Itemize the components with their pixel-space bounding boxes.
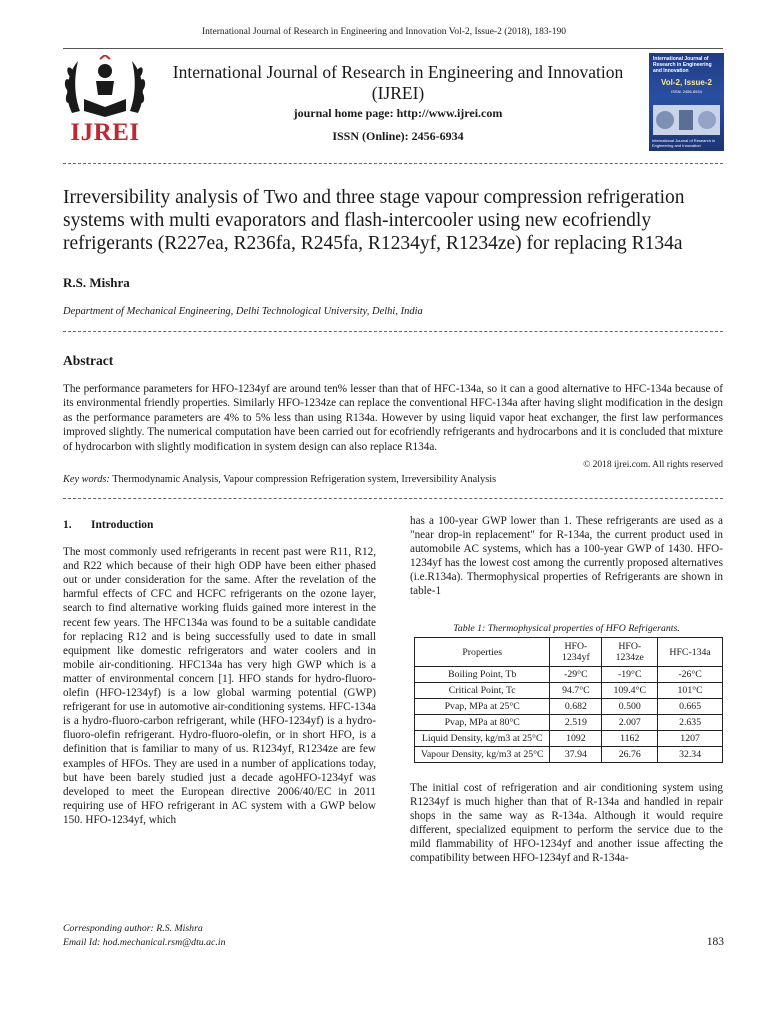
table-cell: 1162 (602, 731, 658, 747)
header-rule (63, 48, 723, 49)
table-header-cell: Properties (415, 638, 550, 667)
affiliation-rule (63, 331, 723, 332)
table-header-row (415, 638, 723, 667)
corresponding-author: Corresponding author: R.S. Mishra (63, 923, 203, 934)
running-head: International Journal of Research in Engineering and Innovation Vol-2, Issue-2 (2018), 183-190 (202, 27, 566, 37)
section-heading-introduction (63, 518, 376, 532)
intro-paragraph-2: has a 100-year GWP lower than 1. These refrigerants are used as a "near drop-in replacement" for R-134a, the current product used in automobile AC systems, which has a 100-year GWP of 1430. HFO-1234yf has the lowest cost among the currently proposed alternatives (i.e.R134a). Thermophysical properties of Refrigerants are shown in table-1 (410, 515, 723, 598)
table-row (415, 667, 723, 683)
journal-masthead (160, 62, 636, 144)
author-email[interactable]: Email Id: hod.mechanical.rsm@dtu.ac.in (63, 937, 226, 948)
table-cell: 0.682 (550, 699, 602, 715)
section-title: Introduction (91, 519, 154, 531)
journal-home-link[interactable]: journal home page: http://www.ijrei.com (293, 106, 503, 120)
table-row (415, 683, 723, 699)
masthead-rule (63, 163, 723, 164)
left-column (63, 518, 376, 827)
table-cell: -29°C (550, 667, 602, 683)
table-cell: 2.635 (658, 715, 723, 731)
table-cell: 2.007 (602, 715, 658, 731)
corresponding-author-note (63, 922, 225, 950)
table-cell: 2.519 (550, 715, 602, 731)
page-number: 183 (706, 936, 724, 948)
journal-acronym: (IJREI) (371, 83, 425, 103)
table-cell: 26.76 (602, 747, 658, 763)
table-row (415, 715, 723, 731)
cover-issn: ISSN: 2456-6934 (671, 89, 702, 94)
table-cell: Vapour Density, kg/m3 at 25°C (415, 747, 550, 763)
table-cell: Critical Point, Tc (415, 683, 550, 699)
laurel-book-icon (62, 55, 148, 121)
keywords-text: Thermodynamic Analysis, Vapour compression Refrigeration system, Irreversibility Analysis (109, 474, 497, 485)
table-cell: 1092 (550, 731, 602, 747)
logo-wordmark: IJREI (70, 119, 140, 146)
table-cell: Boiling Point, Tb (415, 667, 550, 683)
table-cell: 0.665 (658, 699, 723, 715)
table-cell: -19°C (602, 667, 658, 683)
intro-paragraph-1: The most commonly used refrigerants in recent past were R11, R12, and R22 which because of their high ODP have been either phased out or under consideration for the same. After the revelation of the harmful effects of CFC and HCFC refrigerants on the ozone layer, search to find alternative working fluids gained more interest in the recent few years. The HFC134a was found to be a suitable candidate for replacing R12 and is being successfully used to date in small equipment like domestic refrigerators and water coolers and in mobile air-conditioning. HFC134a has very high GWP which is a matter of environmental concern [1]. HFO stands for hydro-fluoro-olefin (HFO-1234yf) is a low global warming potential (GWP) refrigerant for use in automotive air-conditioning systems. HFC-134a is a hydro-fluoro-carbon refrigerant, while (HFO-1234yf) is a hydro-fluoro-olefin refrigerant. Hydro-fluoro-olefin, or in short HFO, is a definition that is familiar to many of us. R1234yf, R1234ze are few examples of HFOs. They are used in a number of applications today, but have been barely studied just a decade agoHFO-1234yf was developed to meet the European directive 2006/40/EC in 2011 requiring use of HFO refrigerant in AC system with a GWP below 150. HFO-1234yf, which (63, 546, 376, 826)
cover-artwork (653, 105, 720, 135)
section-number: 1. (63, 519, 72, 531)
table-cell: -26°C (658, 667, 723, 683)
intro-paragraph-3: The initial cost of refrigeration and air conditioning system using R1234yf is much higher than that of R-134a and handled in repair shops in the same way as R-134a. Although it would require different, specialized equipment to perform the service due to the mild flammability of HFO-1234yf and another issue affecting the compatibility between HFO-1234yf and R-134a- (410, 782, 723, 865)
abstract-text: The performance parameters for HFO-1234yf are around ten% lesser than that of HFC-134a, so it can a good alternative to HFC-134a because of its environmental friendly properties. Similarly HFO-1234ze can replace the conventional HFC-134a after having slight modification in the design as the performance parameters are 4% to 5% less than using R134a. However by using liquid vapor heat exchanger, the first law performances improved slightly. The numerical computation have been carried out for ecofriendly refrigerants and hydrocarbons and it is concluded that mixture of hydrocarbon with slightly modification in system design can also replace R134a. (63, 383, 723, 453)
right-column-top (410, 514, 723, 599)
cover-footer: International Journal of Research in Engineering and Innovation (652, 138, 716, 148)
table-header-cell: HFO-1234yf (550, 638, 602, 667)
table-cell: Pvap, MPa at 25°C (415, 699, 550, 715)
right-column-bottom (410, 781, 723, 866)
table-row (415, 747, 723, 763)
table-row (415, 699, 723, 715)
table-cell: 32.34 (658, 747, 723, 763)
abstract-heading: Abstract (63, 353, 114, 368)
keywords-label: Key words: (63, 474, 110, 485)
table-cell: 109.4°C (602, 683, 658, 699)
author-affiliation: Department of Mechanical Engineering, Delhi Technological University, Delhi, India (63, 306, 423, 317)
journal-cover-image (649, 53, 724, 151)
table-cell: 37.94 (550, 747, 602, 763)
cover-title: International Journal of Research in Engineering and Innovation (653, 56, 712, 74)
table-cell: 1207 (658, 731, 723, 747)
author-name: R.S. Mishra (63, 275, 130, 290)
journal-logo (62, 55, 148, 147)
keywords (63, 474, 723, 485)
cover-volume: Vol-2, Issue-2 (661, 78, 712, 87)
table-caption: Table 1: Thermophysical properties of HFO Refrigerants. (453, 623, 680, 634)
table-cell: 0.500 (602, 699, 658, 715)
paper-title: Irreversibility analysis of Two and three stage vapour compression refrigeration systems with multi evaporators and flash-intercooler using new ecofriendly refrigerants (R227ea, R236fa, R245fa, R1234yf, R1234ze) for replacing R134a (63, 187, 685, 254)
table-cell: Pvap, MPa at 80°C (415, 715, 550, 731)
table-cell: 94.7°C (550, 683, 602, 699)
abstract-rule (63, 498, 723, 499)
table-header-cell: HFO-1234ze (602, 638, 658, 667)
table-cell: Liquid Density, kg/m3 at 25°C (415, 731, 550, 747)
table-header-cell: HFC-134a (658, 638, 723, 667)
table-row (415, 731, 723, 747)
journal-issn: ISSN (Online): 2456-6934 (332, 129, 464, 143)
properties-table (414, 637, 723, 763)
table-cell: 101°C (658, 683, 723, 699)
journal-title: International Journal of Research in Engineering and Innovation (172, 62, 624, 82)
copyright-notice: © 2018 ijrei.com. All rights reserved (583, 460, 723, 470)
